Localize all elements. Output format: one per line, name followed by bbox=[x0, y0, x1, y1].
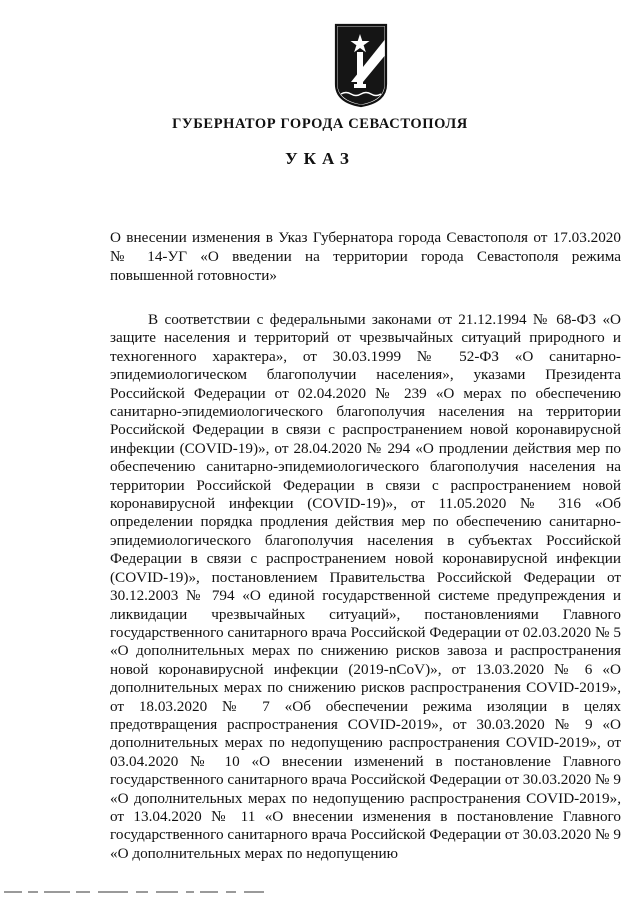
document-type: УКАЗ bbox=[285, 149, 355, 168]
scan-footer-marks bbox=[0, 888, 300, 896]
sevastopol-coat-of-arms-icon bbox=[333, 22, 389, 108]
document-authority: ГУБЕРНАТОР ГОРОДА СЕВАСТОПОЛЯ bbox=[172, 116, 468, 132]
document-body: В соответствии с федеральными законами от 21.12.1994 № 68-ФЗ «О защите населения и территорий от чрезвычайных ситуаций природного и техногенного характера», от 30.03.1999 № 52-ФЗ «О санитарно-эпидемиологическом благополучии населения», указами Президента Российской Федерации от 02.04.2020 № 239 «О мерах по обеспечению санитарно-эпидемиологического благополучия населения на территории Российской Федерации в связи с распространением новой коронавирусной инфекции (COVID-19)», от 28.04.2020 № 294 «О продлении действия мер по обеспечению санитарно-эпидемиологического благополучия населения на территории Российской Федерации в связи с распространением новой коронавирусной инфекции (COVID-19)», от 11.05.2020 № 316 «Об определении порядка продления действия мер по обеспечению санитарно-эпидемиологического благополучия населения в субъектах Российской Федерации в связи с распространением новой коронавирусной инфекции (COVID-19)», постановлением Правительства Российской Федерации от 30.12.2003 № 794 «О единой государственной системе предупреждения и ликвидации чрезвычайных ситуаций», постановлениями Главного государственного санитарного врача Российской Федерации от 02.03.2020 № 5 «О дополнительных мерах по снижению рисков завоза и распространения новой коронавирусной инфекции (2019-nCoV)», от 13.03.2020 № 6 «О дополнительных мерах по снижению рисков распространения COVID-2019», от 18.03.2020 № 7 «Об обеспечении режима изоляции в целях предотвращения распространения COVID-2019», от 30.03.2020 № 9 «О дополнительных мерах по недопущению распространения COVID-2019», от 03.04.2020 № 10 «О внесении изменений в постановление Главного государственного санитарного врача Российской Федерации от 30.03.2020 № 9 «О дополнительных мерах по недопущению распространения COVID-2019», от 13.04.2020 № 11 «О внесении изменения в постановление Главного государственного санитарного врача Российской Федерации от 30.03.2020 № 9 «О дополнительных мерах по недопущению bbox=[110, 311, 621, 862]
document-subject: О внесении изменения в Указ Губернатора города Севастополя от 17.03.2020 № 14-УГ «О введении на территории города Севастополя режима повышенной готовности» bbox=[110, 229, 621, 284]
